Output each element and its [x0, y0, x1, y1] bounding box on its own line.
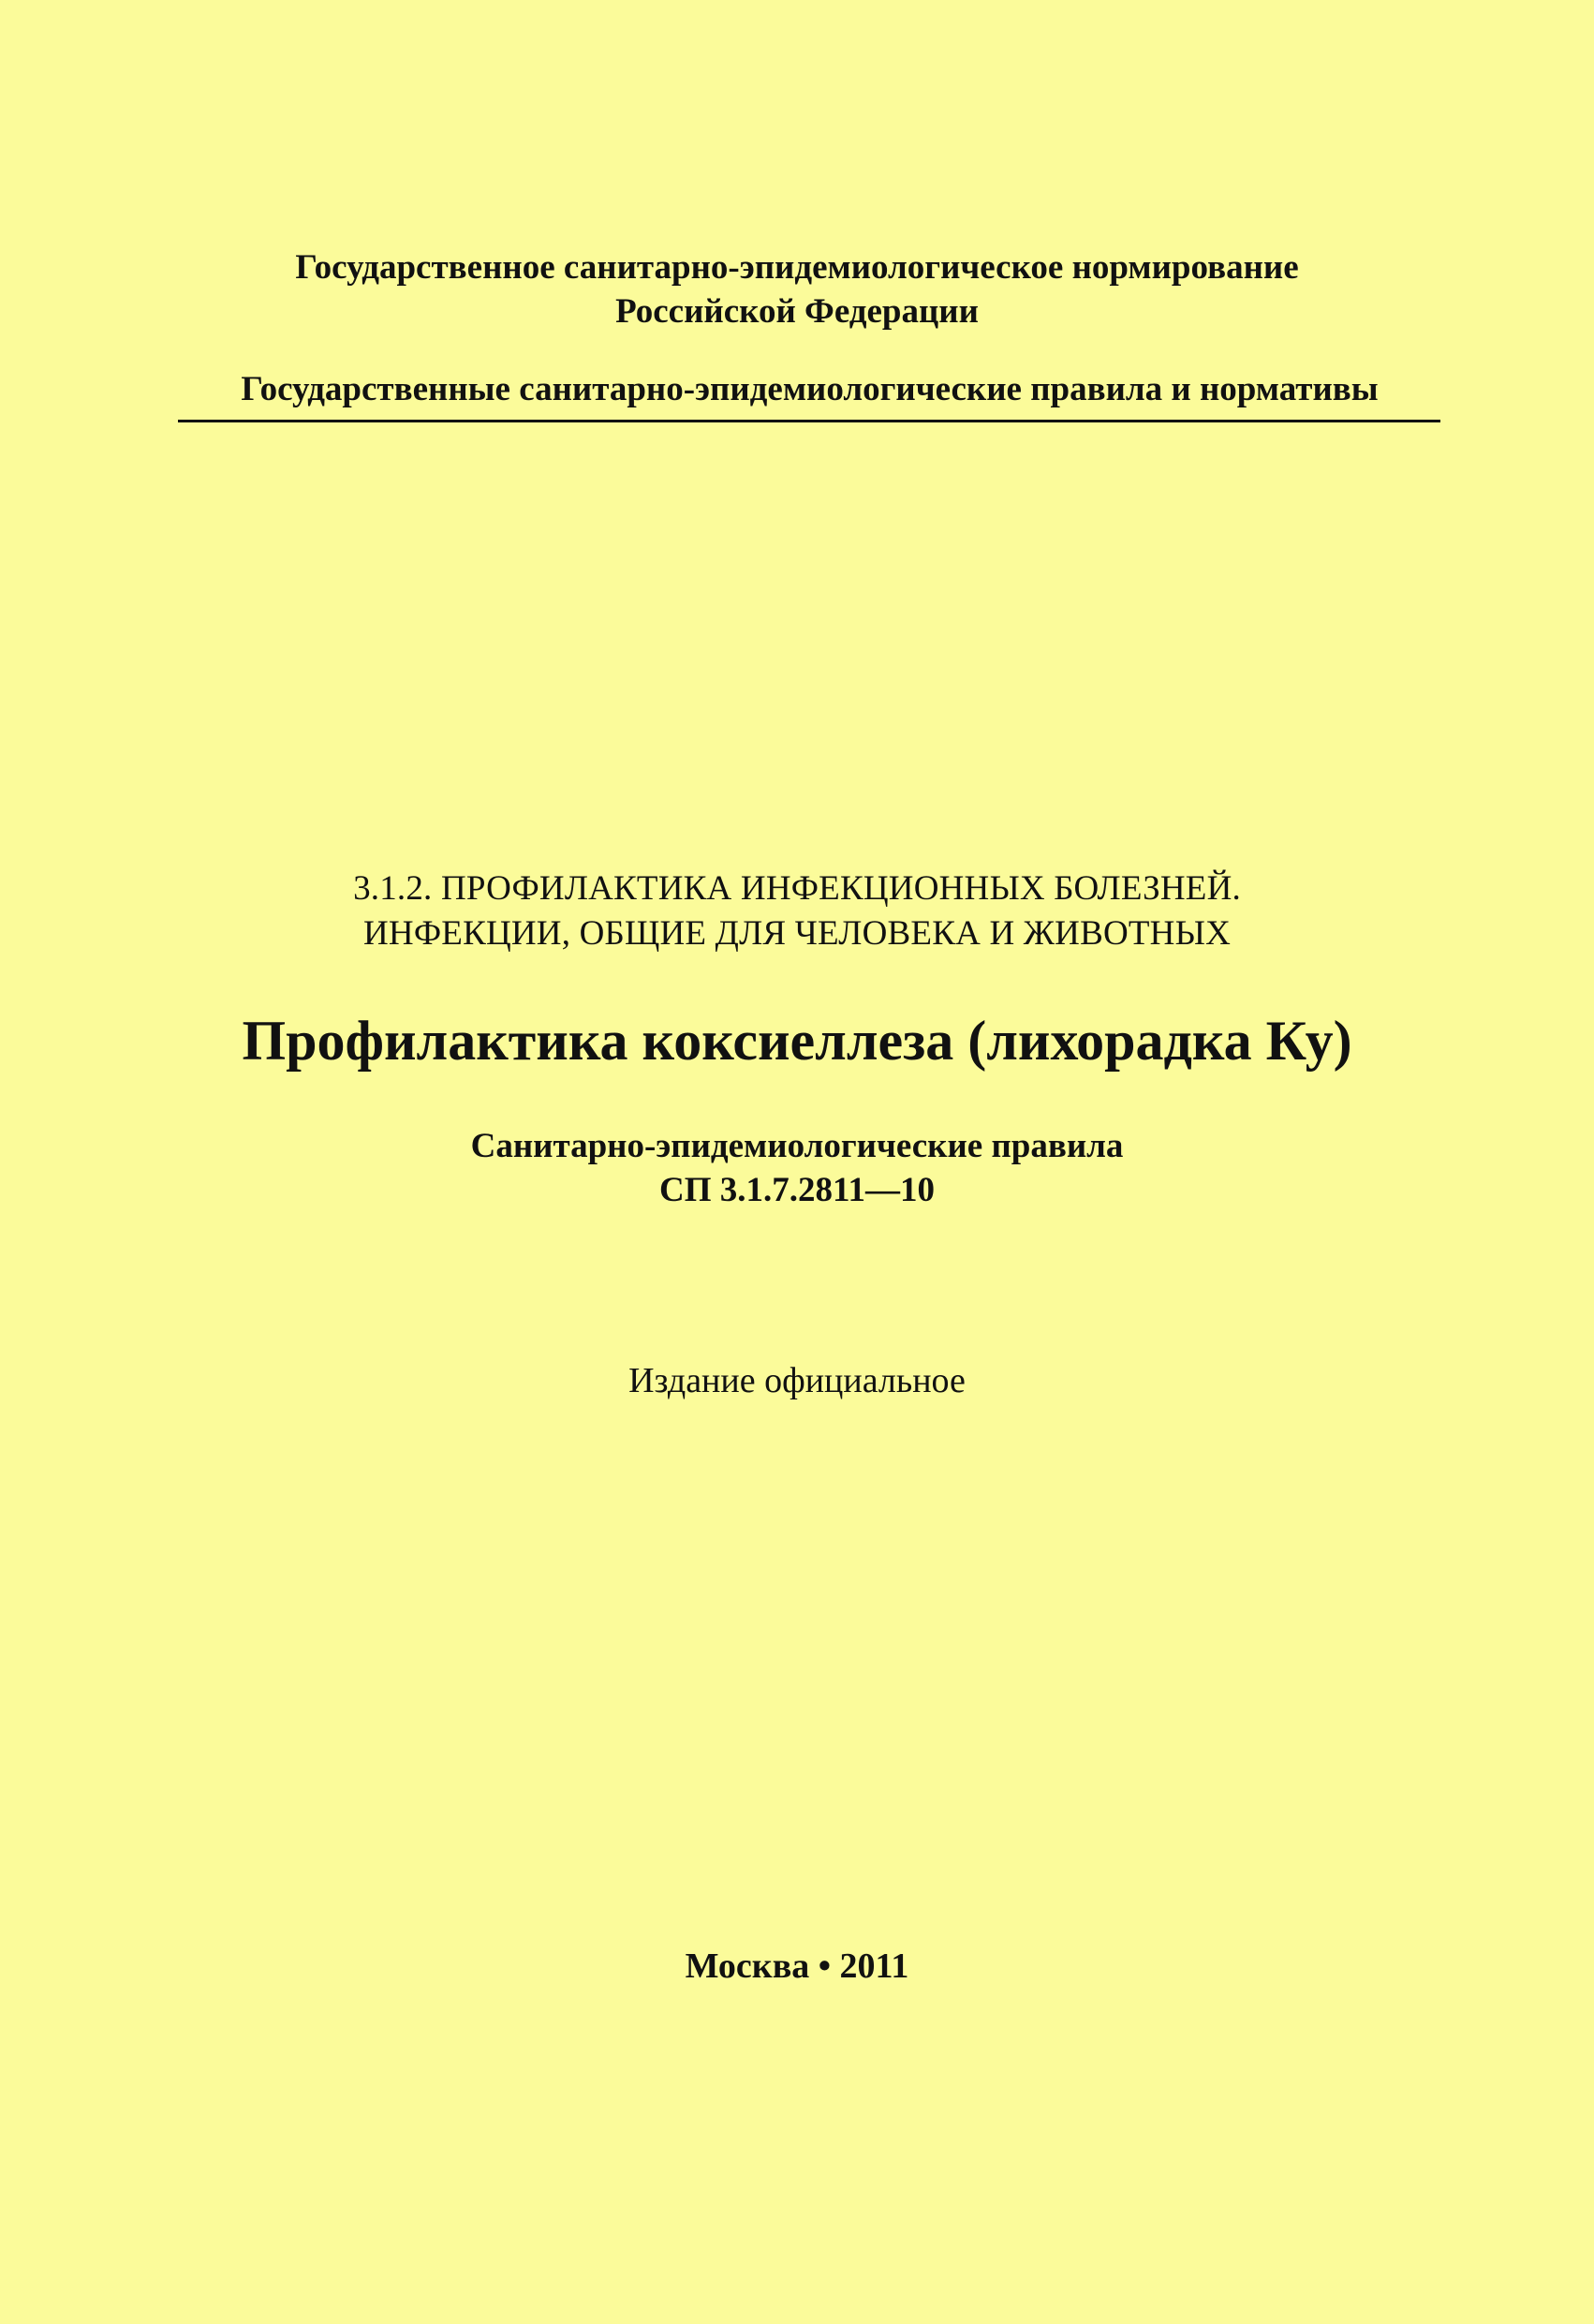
- subheader-underline: [178, 420, 1440, 422]
- rules-code: СП 3.1.7.2811—10: [659, 1171, 935, 1209]
- publication-place-year: Москва • 2011: [685, 1947, 909, 1986]
- rules-designation: [0, 1124, 1594, 1212]
- issuer-header-line-1: Государственное санитарно-эпидемиологическое нормирование: [295, 248, 1299, 287]
- edition-note: Издание официальное: [628, 1361, 966, 1400]
- section-heading-line-2: ИНФЕКЦИИ, ОБЩИЕ ДЛЯ ЧЕЛОВЕКА И ЖИВОТНЫХ: [363, 914, 1231, 953]
- document-title: Профилактика коксиеллеза (лихорадка Ку): [242, 1010, 1352, 1072]
- section-heading: [0, 866, 1594, 956]
- issuer-header-line-2: Российской Федерации: [615, 292, 979, 331]
- rules-type: Санитарно-эпидемиологические правила: [470, 1127, 1124, 1165]
- issuer-header: [0, 245, 1594, 333]
- section-heading-line-1: 3.1.2. ПРОФИЛАКТИКА ИНФЕКЦИОННЫХ БОЛЕЗНЕЙ.: [353, 869, 1241, 908]
- series-subheader: Государственные санитарно-эпидемиологические правила и нормативы: [241, 370, 1379, 408]
